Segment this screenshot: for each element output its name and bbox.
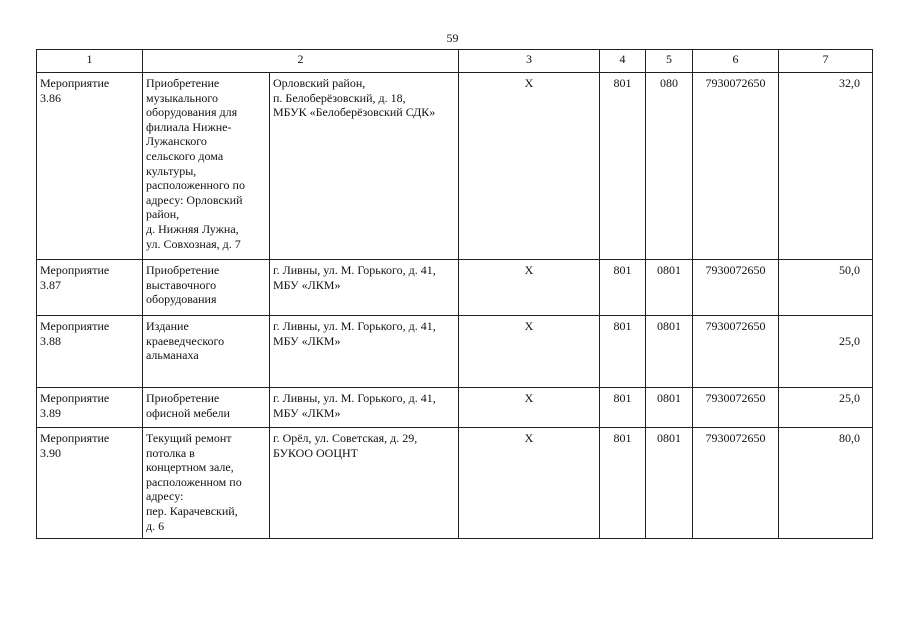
header-cell-3: 3	[459, 50, 600, 73]
header-row	[37, 50, 873, 73]
page-number: 59	[446, 31, 459, 45]
col5-cell: 0801	[646, 260, 693, 316]
header-cell-7: 7	[779, 50, 873, 73]
event-cell: Мероприятие 3.88	[37, 316, 143, 388]
description-cell: Приобретение офисной мебели	[143, 388, 270, 428]
col7-cell: 50,0	[779, 260, 873, 316]
col4-cell: 801	[600, 260, 646, 316]
location-cell: г. Орёл, ул. Советская, д. 29, БУКОО ООЦНТ	[270, 428, 459, 539]
table-row	[37, 316, 873, 388]
col4-cell: 801	[600, 428, 646, 539]
header-cell-4: 4	[600, 50, 646, 73]
col4-cell: 801	[600, 316, 646, 388]
col5-cell: 080	[646, 73, 693, 260]
table-row	[37, 73, 873, 260]
col3-cell: Х	[459, 73, 600, 260]
header-cell-1: 1	[37, 50, 143, 73]
col3-cell: Х	[459, 316, 600, 388]
col4-cell: 801	[600, 388, 646, 428]
event-cell: Мероприятие 3.87	[37, 260, 143, 316]
col7-cell: 32,0	[779, 73, 873, 260]
col7-cell: 25,0	[779, 388, 873, 428]
header-cell-6: 6	[693, 50, 779, 73]
col4-cell: 801	[600, 73, 646, 260]
location-cell: г. Ливны, ул. М. Горького, д. 41, МБУ «ЛКМ»	[270, 316, 459, 388]
budget-table	[36, 49, 873, 539]
col6-cell: 7930072650	[693, 428, 779, 539]
col6-cell: 7930072650	[693, 388, 779, 428]
col6-cell: 7930072650	[693, 260, 779, 316]
location-cell: г. Ливны, ул. М. Горького, д. 41, МБУ «ЛКМ»	[270, 388, 459, 428]
col6-cell: 7930072650	[693, 316, 779, 388]
table-row	[37, 388, 873, 428]
col5-cell: 0801	[646, 428, 693, 539]
col5-cell: 0801	[646, 388, 693, 428]
description-cell: Издание краеведческого альманаха	[143, 316, 270, 388]
event-cell: Мероприятие 3.90	[37, 428, 143, 539]
col7-cell: 25,0	[779, 316, 873, 388]
col5-cell: 0801	[646, 316, 693, 388]
description-cell: Текущий ремонт потолка в концертном зале, расположенном по адресу: пер. Карачевский, д. 6	[143, 428, 270, 539]
table-row	[37, 428, 873, 539]
description-cell: Приобретение музыкального оборудования для филиала Нижне- Лужанского сельского дома культуры, расположенного по адресу: Орловский район, д. Нижняя Лужна, ул. Совхозная, д. 7	[143, 73, 270, 260]
table-row	[37, 260, 873, 316]
col6-cell: 7930072650	[693, 73, 779, 260]
header-cell-5: 5	[646, 50, 693, 73]
description-cell: Приобретение выставочного оборудования	[143, 260, 270, 316]
col3-cell: Х	[459, 260, 600, 316]
header-cell-2: 2	[143, 50, 459, 73]
col3-cell: Х	[459, 388, 600, 428]
location-cell: г. Ливны, ул. М. Горького, д. 41, МБУ «ЛКМ»	[270, 260, 459, 316]
col7-cell: 80,0	[779, 428, 873, 539]
location-cell: Орловский район, п. Белоберёзовский, д. 18, МБУК «Белоберёзовский СДК»	[270, 73, 459, 260]
event-cell: Мероприятие 3.86	[37, 73, 143, 260]
event-cell: Мероприятие 3.89	[37, 388, 143, 428]
col3-cell: Х	[459, 428, 600, 539]
